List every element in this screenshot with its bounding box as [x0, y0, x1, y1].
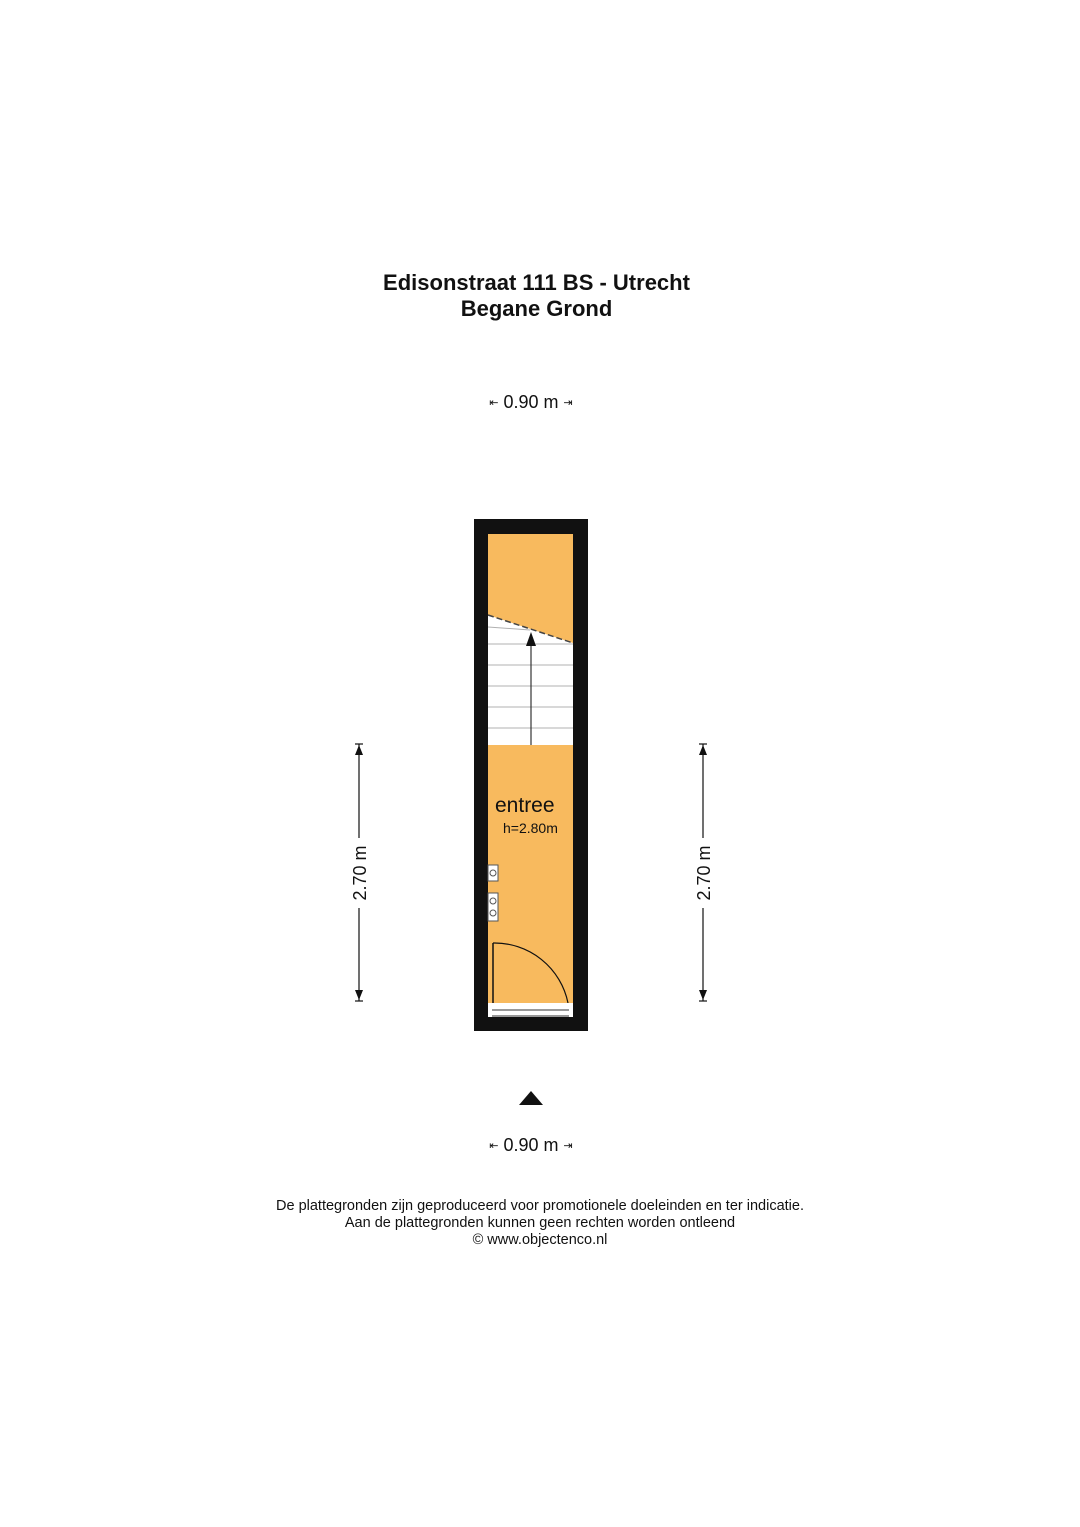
floor-title: Begane Grond [460, 296, 613, 321]
dimension-arrow-left-icon: ⇤ [489, 397, 499, 409]
dimension-arrow-up-icon [699, 745, 707, 755]
left-length-dimension [350, 744, 370, 1001]
dimension-arrow-left-icon: ⇤ [489, 1140, 499, 1152]
room-name: entree [495, 794, 555, 817]
dimension-arrow-up-icon [355, 745, 363, 755]
bottom-width-dimension [0, 1135, 1062, 1156]
entrance-arrow-icon [519, 1091, 543, 1105]
dimension-arrow-down-icon [699, 990, 707, 1000]
copyright-line: © www.objectenco.nl [472, 1232, 608, 1248]
dimension-arrow-right-icon: ⇥ [563, 1140, 573, 1152]
wall-outlet-icon [488, 893, 498, 921]
room-height: h=2.80m [503, 820, 558, 836]
address-title: Edisonstraat 111 BS - Utrecht [383, 270, 690, 295]
dimension-arrow-right-icon: ⇥ [563, 397, 573, 409]
dimension-arrow-down-icon [355, 990, 363, 1000]
top-width-label: 0.90 m [503, 392, 559, 412]
disclaimer-line-2: Aan de plattegronden kunnen geen rechten worden ontleend [344, 1215, 736, 1231]
right-length-dimension [694, 744, 714, 1001]
disclaimer [0, 1198, 1080, 1249]
wall-outlet-icon [488, 865, 498, 881]
left-length-label: 2.70 m [350, 845, 370, 901]
right-length-label: 2.70 m [694, 845, 714, 901]
bottom-width-label: 0.90 m [503, 1135, 559, 1155]
room-floor [488, 534, 573, 1003]
disclaimer-line-1: De plattegronden zijn geproduceerd voor promotionele doeleinden en ter indicatie. [276, 1198, 804, 1214]
